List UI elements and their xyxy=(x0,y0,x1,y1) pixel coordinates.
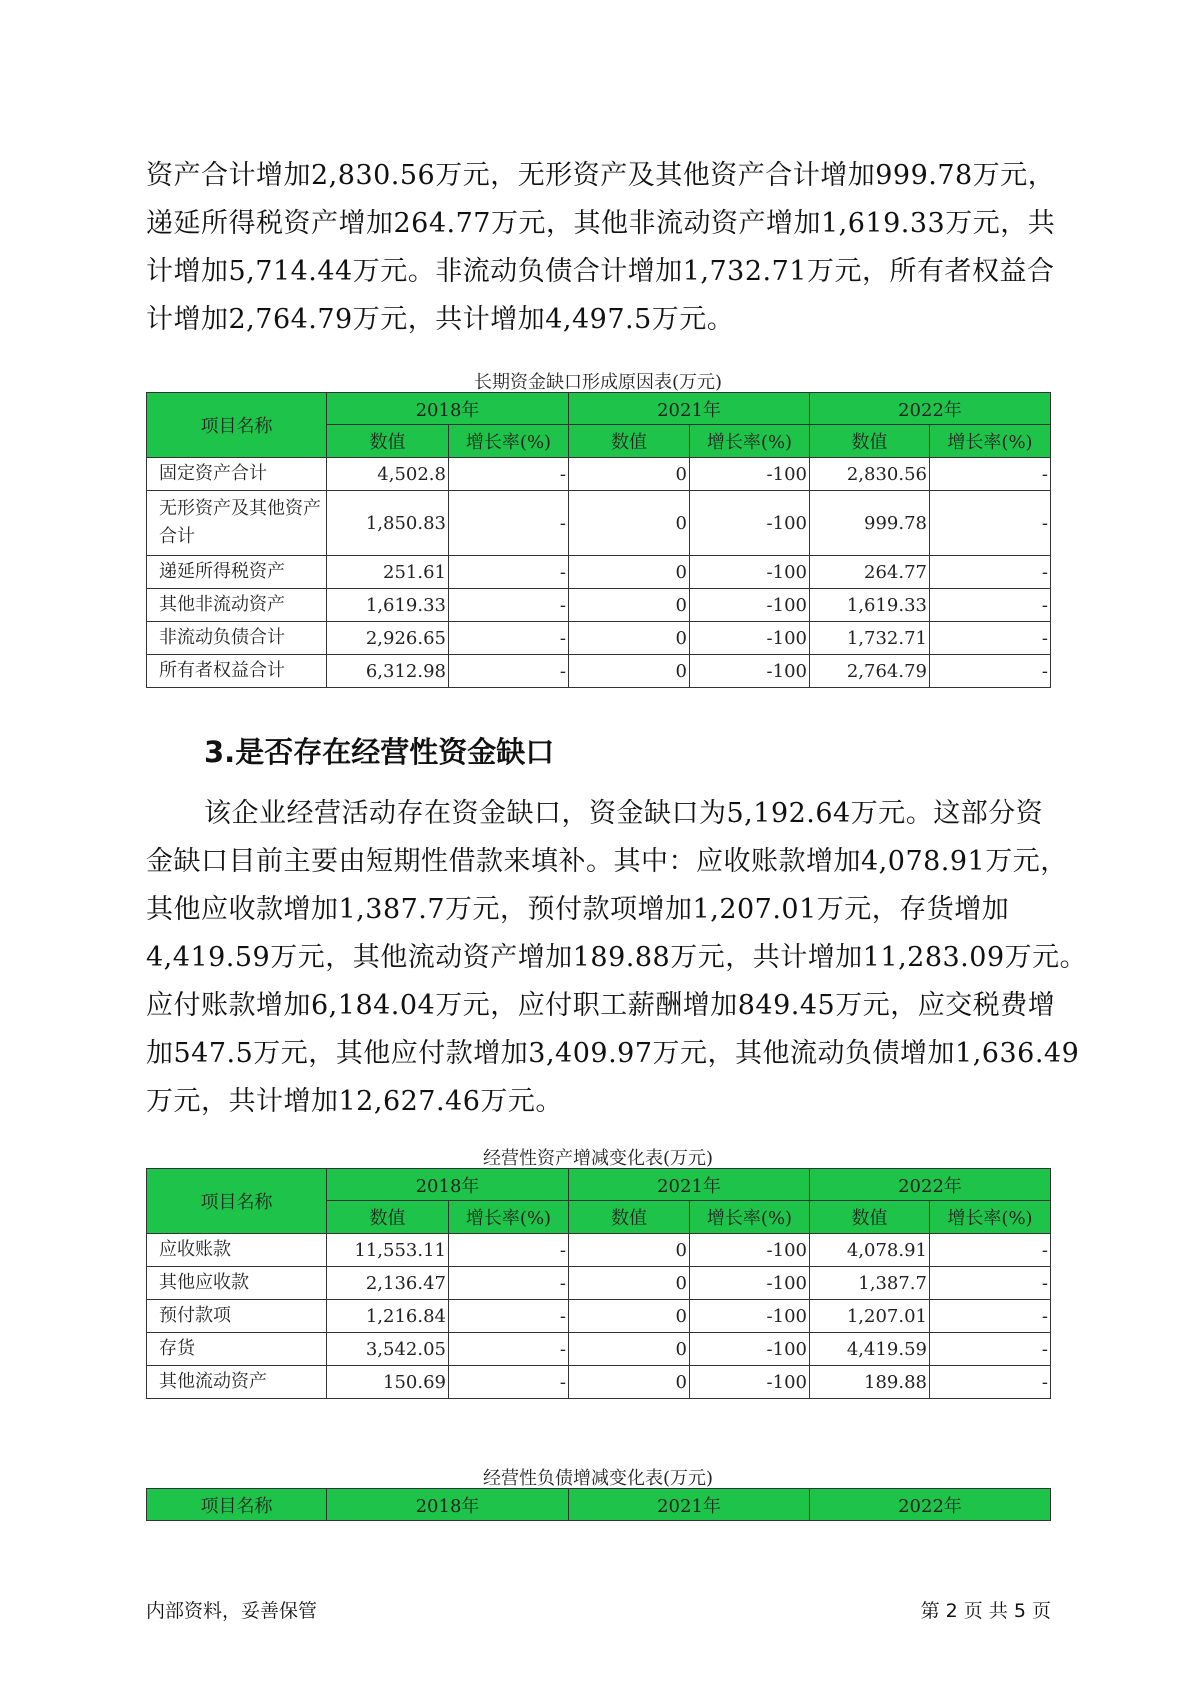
header-year-2021: 2021年 xyxy=(569,393,810,425)
cell-value: 0 xyxy=(569,1333,690,1366)
subheader-growth: 增长率(%) xyxy=(930,1201,1051,1234)
cell-growth: -100 xyxy=(690,589,810,622)
paragraph-line: 万元，共计增加12,627.46万元。 xyxy=(146,1086,563,1117)
cell-value: 1,732.71 xyxy=(810,622,930,655)
section-heading: 3.是否存在经营性资金缺口 xyxy=(204,735,555,769)
cell-growth: - xyxy=(449,491,569,556)
cell-value: 0 xyxy=(569,655,690,688)
table-row xyxy=(147,622,1051,655)
table-row xyxy=(147,1300,1051,1333)
cell-value: 11,553.11 xyxy=(327,1234,449,1267)
table-row xyxy=(147,1333,1051,1366)
row-name: 预付款项 xyxy=(147,1300,327,1333)
row-name: 其他应收款 xyxy=(147,1267,327,1300)
paragraph-operating-gap xyxy=(146,790,1088,1126)
cell-value: 999.78 xyxy=(810,491,930,556)
subheader-growth: 增长率(%) xyxy=(690,1201,810,1234)
cell-growth: - xyxy=(449,589,569,622)
header-year-2021: 2021年 xyxy=(569,1169,810,1201)
table-caption-operating-liabilities: 经营性负债增减变化表(万元) xyxy=(482,1468,714,1489)
row-name: 存货 xyxy=(147,1333,327,1366)
cell-growth: - xyxy=(930,655,1051,688)
cell-growth: -100 xyxy=(690,1234,810,1267)
subheader-value: 数值 xyxy=(569,425,690,458)
cell-value: 264.77 xyxy=(810,556,930,589)
cell-value: 2,926.65 xyxy=(327,622,449,655)
cell-growth: -100 xyxy=(690,1366,810,1399)
cell-growth: - xyxy=(930,1300,1051,1333)
paragraph-line: 4,419.59万元，其他流动资产增加189.88万元，共计增加11,283.09万元。 xyxy=(146,942,1088,973)
row-name: 其他非流动资产 xyxy=(147,589,327,622)
subheader-growth: 增长率(%) xyxy=(449,1201,569,1234)
cell-growth: - xyxy=(930,458,1051,491)
cell-growth: - xyxy=(930,1234,1051,1267)
cell-growth: - xyxy=(449,1300,569,1333)
table-row xyxy=(147,458,1051,491)
header-year-2018: 2018年 xyxy=(327,393,569,425)
cell-growth: -100 xyxy=(690,1333,810,1366)
subheader-value: 数值 xyxy=(327,1201,449,1234)
row-name: 其他流动资产 xyxy=(147,1366,327,1399)
cell-growth: - xyxy=(930,556,1051,589)
footer-page-number: 第 2 页 共 5 页 xyxy=(920,1600,1051,1622)
header-year-2018: 2018年 xyxy=(327,1169,569,1201)
cell-value: 0 xyxy=(569,1300,690,1333)
table-row xyxy=(147,1267,1051,1300)
subheader-growth: 增长率(%) xyxy=(690,425,810,458)
header-item-name: 项目名称 xyxy=(147,393,327,458)
cell-value: 3,542.05 xyxy=(327,1333,449,1366)
operating-liabilities-table xyxy=(146,1488,1051,1521)
cell-growth: - xyxy=(930,491,1051,556)
paragraph-line: 计增加5,714.44万元。非流动负债合计增加1,732.71万元，所有者权益合 xyxy=(146,256,1055,287)
paragraph-line: 加547.5万元，其他应付款增加3,409.97万元，其他流动负债增加1,636.49 xyxy=(146,1038,1080,1069)
header-item-name: 项目名称 xyxy=(147,1169,327,1234)
table-caption-operating-assets: 经营性资产增减变化表(万元) xyxy=(482,1148,714,1169)
cell-value: 4,078.91 xyxy=(810,1234,930,1267)
paragraph-line: 应付账款增加6,184.04万元，应付职工薪酬增加849.45万元，应交税费增 xyxy=(146,990,1056,1021)
footer-confidential-note: 内部资料，妥善保管 xyxy=(146,1600,318,1622)
cell-value: 0 xyxy=(569,622,690,655)
cell-value: 189.88 xyxy=(810,1366,930,1399)
subheader-value: 数值 xyxy=(569,1201,690,1234)
paragraph-line: 递延所得税资产增加264.77万元，其他非流动资产增加1,619.33万元，共 xyxy=(146,208,1056,239)
cell-growth: -100 xyxy=(690,1267,810,1300)
paragraph-long-term-gap xyxy=(146,152,1056,344)
header-year-2022: 2022年 xyxy=(810,393,1051,425)
header-year-2022: 2022年 xyxy=(810,1169,1051,1201)
table-caption-long-term: 长期资金缺口形成原因表(万元) xyxy=(473,372,723,393)
cell-value: 0 xyxy=(569,589,690,622)
cell-growth: -100 xyxy=(690,556,810,589)
cell-value: 6,312.98 xyxy=(327,655,449,688)
subheader-value: 数值 xyxy=(810,1201,930,1234)
table-row xyxy=(147,1234,1051,1267)
cell-growth: -100 xyxy=(690,655,810,688)
row-name: 递延所得税资产 xyxy=(147,556,327,589)
cell-value: 1,619.33 xyxy=(327,589,449,622)
cell-value: 1,619.33 xyxy=(810,589,930,622)
cell-value: 0 xyxy=(569,1366,690,1399)
row-name: 固定资产合计 xyxy=(147,458,327,491)
paragraph-line: 资产合计增加2,830.56万元，无形资产及其他资产合计增加999.78万元， xyxy=(146,160,1056,191)
cell-value: 4,502.8 xyxy=(327,458,449,491)
row-name: 非流动负债合计 xyxy=(147,622,327,655)
cell-growth: -100 xyxy=(690,458,810,491)
cell-value: 1,216.84 xyxy=(327,1300,449,1333)
subheader-growth: 增长率(%) xyxy=(449,425,569,458)
cell-value: 4,419.59 xyxy=(810,1333,930,1366)
paragraph-line: 金缺口目前主要由短期性借款来填补。其中：应收账款增加4,078.91万元， xyxy=(146,846,1068,877)
cell-value: 2,764.79 xyxy=(810,655,930,688)
cell-value: 251.61 xyxy=(327,556,449,589)
cell-growth: - xyxy=(449,458,569,491)
cell-growth: -100 xyxy=(690,491,810,556)
row-name: 应收账款 xyxy=(147,1234,327,1267)
cell-value: 0 xyxy=(569,1267,690,1300)
cell-value: 0 xyxy=(569,491,690,556)
cell-value: 2,136.47 xyxy=(327,1267,449,1300)
paragraph-line: 其他应收款增加1,387.7万元，预付款项增加1,207.01万元，存货增加 xyxy=(146,894,1010,925)
cell-growth: -100 xyxy=(690,622,810,655)
table-row xyxy=(147,556,1051,589)
cell-growth: - xyxy=(449,1366,569,1399)
long-term-gap-table xyxy=(146,392,1051,688)
cell-value: 1,850.83 xyxy=(327,491,449,556)
paragraph-line: 该企业经营活动存在资金缺口，资金缺口为5,192.64万元。这部分资 xyxy=(204,798,1044,829)
cell-value: 0 xyxy=(569,458,690,491)
cell-value: 0 xyxy=(569,1234,690,1267)
cell-growth: - xyxy=(930,1366,1051,1399)
header-year-2021: 2021年 xyxy=(569,1489,810,1521)
cell-growth: - xyxy=(449,1234,569,1267)
cell-growth: - xyxy=(449,556,569,589)
table-row xyxy=(147,1366,1051,1399)
cell-value: 2,830.56 xyxy=(810,458,930,491)
cell-growth: - xyxy=(449,622,569,655)
table-row xyxy=(147,655,1051,688)
row-name: 所有者权益合计 xyxy=(147,655,327,688)
row-name: 无形资产及其他资产合计 xyxy=(147,491,327,556)
paragraph-line: 计增加2,764.79万元，共计增加4,497.5万元。 xyxy=(146,304,735,335)
cell-value: 150.69 xyxy=(327,1366,449,1399)
subheader-value: 数值 xyxy=(810,425,930,458)
cell-growth: - xyxy=(930,622,1051,655)
subheader-growth: 增长率(%) xyxy=(930,425,1051,458)
table-row xyxy=(147,589,1051,622)
cell-growth: - xyxy=(449,1333,569,1366)
header-item-name: 项目名称 xyxy=(147,1489,327,1521)
cell-growth: - xyxy=(449,1267,569,1300)
cell-growth: - xyxy=(930,1267,1051,1300)
cell-value: 0 xyxy=(569,556,690,589)
cell-value: 1,207.01 xyxy=(810,1300,930,1333)
operating-assets-table xyxy=(146,1168,1051,1399)
header-year-2018: 2018年 xyxy=(327,1489,569,1521)
table-row xyxy=(147,491,1051,556)
cell-growth: -100 xyxy=(690,1300,810,1333)
cell-growth: - xyxy=(930,589,1051,622)
cell-growth: - xyxy=(930,1333,1051,1366)
header-year-2022: 2022年 xyxy=(810,1489,1051,1521)
cell-value: 1,387.7 xyxy=(810,1267,930,1300)
cell-growth: - xyxy=(449,655,569,688)
subheader-value: 数值 xyxy=(327,425,449,458)
